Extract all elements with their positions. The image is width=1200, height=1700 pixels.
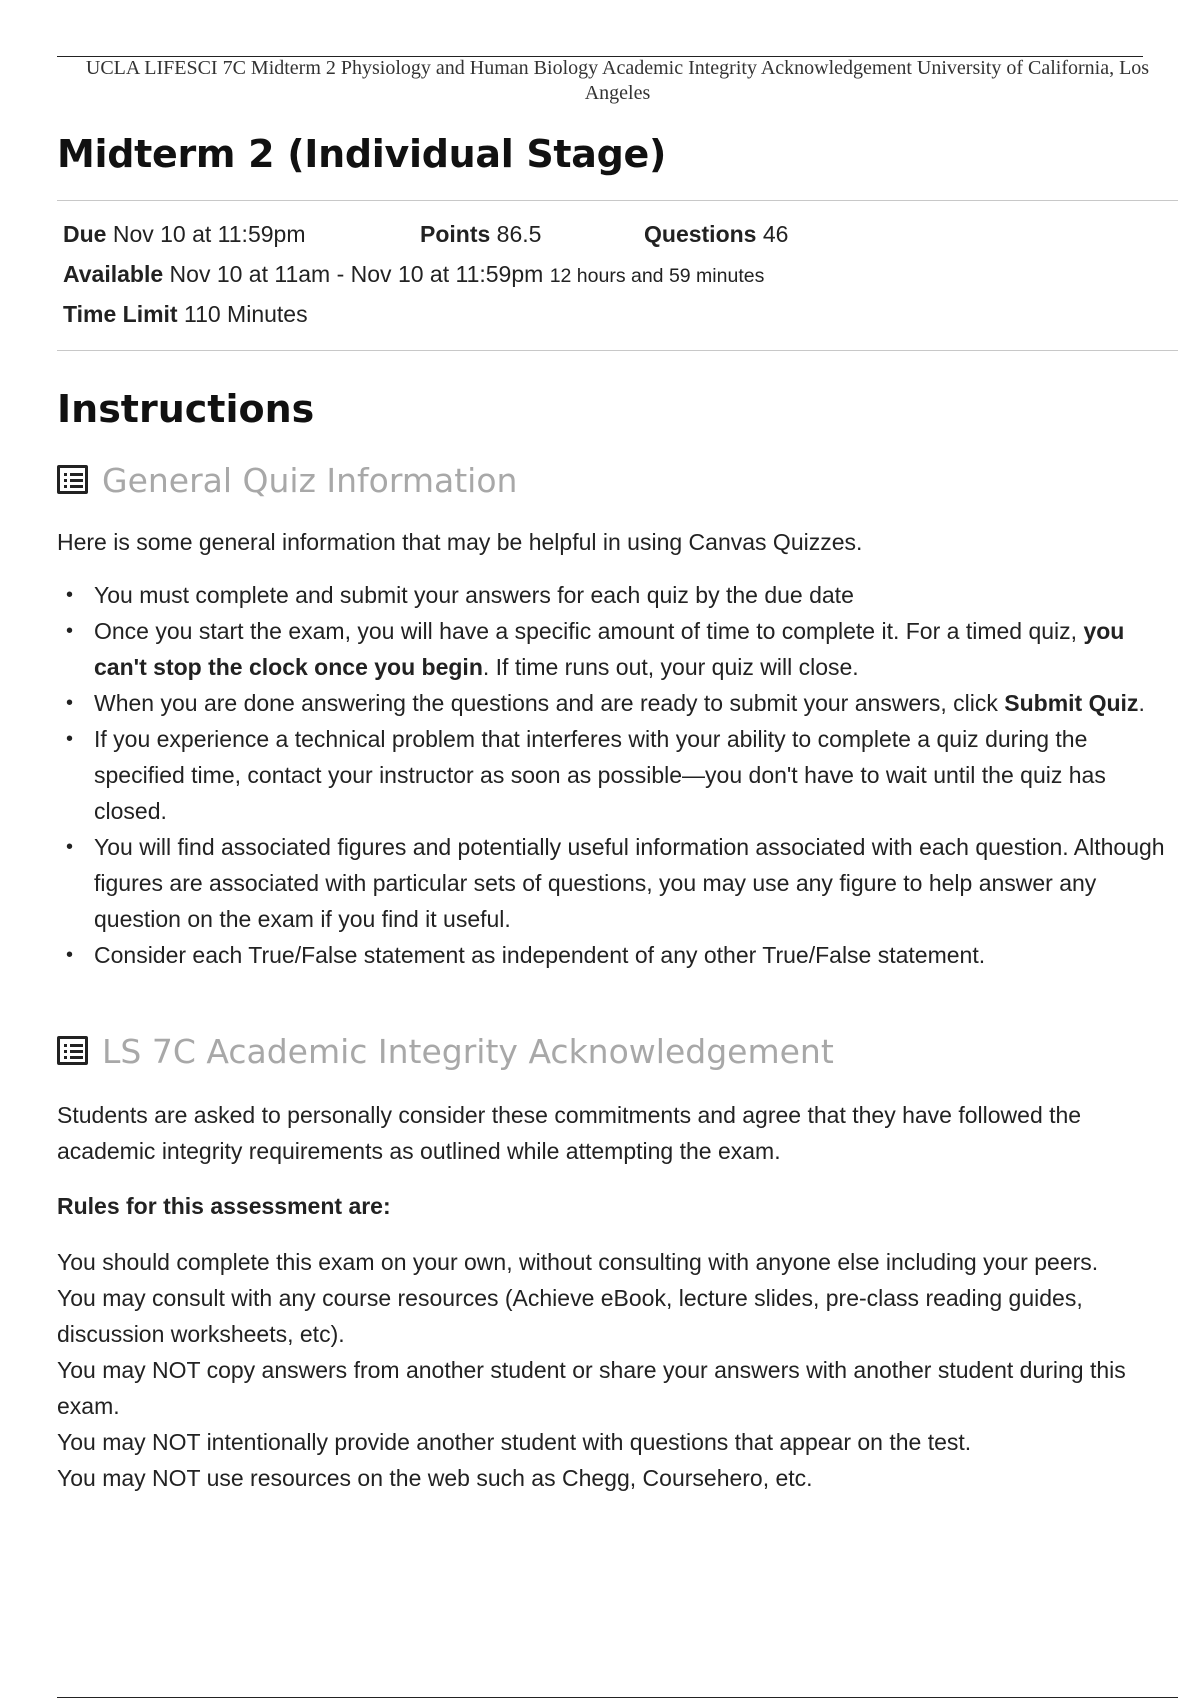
questions-field bbox=[644, 219, 788, 249]
available-label: Available bbox=[63, 261, 164, 287]
rule-item: You may NOT intentionally provide another student with questions that appear on the test. bbox=[57, 1429, 972, 1455]
list-item bbox=[57, 721, 1178, 829]
integrity-heading: LS 7C Academic Integrity Acknowledgement bbox=[102, 1032, 834, 1071]
list-item-text: You must complete and submit your answers for each quiz by the due date bbox=[94, 582, 854, 608]
list-item-text: When you are done answering the questions and are ready to submit your answers, click bbox=[94, 690, 1005, 716]
available-value: Nov 10 at 11am - Nov 10 at 11:59pm bbox=[169, 261, 544, 287]
divider bbox=[57, 200, 1178, 201]
running-header: UCLA LIFESCI 7C Midterm 2 Physiology and Human Biology Academic Integrity Acknowledgement University of California, Los Angeles bbox=[85, 57, 1150, 104]
divider bbox=[57, 350, 1178, 351]
list-item-text: Once you start the exam, you will have a specific amount of time to complete it. For a timed quiz, bbox=[94, 618, 1084, 644]
list-item bbox=[57, 577, 1178, 613]
general-info-heading: General Quiz Information bbox=[102, 461, 518, 500]
quiz-meta-row-3 bbox=[63, 299, 308, 329]
due-field bbox=[63, 219, 305, 249]
quiz-meta-row-2 bbox=[63, 259, 764, 291]
list-item bbox=[57, 613, 1178, 685]
list-item-emphasis: you can't stop the clock once you begin bbox=[94, 618, 1125, 680]
list-item bbox=[57, 937, 1178, 973]
rules-heading: Rules for this assessment are: bbox=[57, 1193, 391, 1219]
rules-list bbox=[57, 1244, 1178, 1496]
list-item-text: . If time runs out, your quiz will close. bbox=[482, 654, 859, 680]
list-item-text: If you experience a technical problem that interferes with your ability to complete a quiz during the specified time, contact your instructor as soon as possible—you don't have to wait until the quiz has closed. bbox=[94, 726, 1106, 824]
quiz-title: Midterm 2 (Individual Stage) bbox=[57, 132, 667, 176]
list-item-text: Consider each True/False statement as independent of any other True/False statement. bbox=[94, 942, 986, 968]
rule-item: You should complete this exam on your own, without consulting with anyone else including your peers. bbox=[57, 1249, 1099, 1275]
list-item bbox=[57, 829, 1178, 937]
general-info-list bbox=[57, 577, 1178, 973]
list-icon bbox=[57, 465, 88, 494]
list-item-emphasis: Submit Quiz bbox=[1004, 690, 1139, 716]
instructions-title: Instructions bbox=[57, 387, 315, 431]
due-value: Nov 10 at 11:59pm bbox=[112, 221, 306, 247]
list-item-text: You will find associated figures and potentially useful information associated with each question. Although figures are associated with particular sets of questions, you may use any figure to help answer any question on the exam if you find it useful. bbox=[94, 834, 1165, 932]
time-limit-value: 110 Minutes bbox=[184, 301, 308, 327]
integrity-intro: Students are asked to personally consider these commitments and agree that they have followed the academic integrity requirements as outlined while attempting the exam. bbox=[57, 1102, 1082, 1164]
list-item-text: . bbox=[1138, 690, 1145, 716]
available-duration: 12 hours and 59 minutes bbox=[549, 265, 765, 287]
list-item bbox=[57, 685, 1178, 721]
questions-value: 46 bbox=[762, 221, 789, 247]
rule-item: You may NOT copy answers from another student or share your answers with another student during this exam. bbox=[57, 1357, 1126, 1419]
rule-item: You may NOT use resources on the web such as Chegg, Coursehero, etc. bbox=[57, 1465, 813, 1491]
general-info-intro: Here is some general information that may be helpful in using Canvas Quizzes. bbox=[57, 529, 863, 555]
footer-rule bbox=[57, 1697, 1178, 1698]
questions-label: Questions bbox=[644, 221, 757, 247]
points-value: 86.5 bbox=[496, 221, 542, 247]
points-label: Points bbox=[420, 221, 491, 247]
rule-item: You may consult with any course resources (Achieve eBook, lecture slides, pre-class reading guides, discussion worksheets, etc). bbox=[57, 1285, 1083, 1347]
points-field bbox=[420, 219, 541, 249]
due-label: Due bbox=[63, 221, 107, 247]
list-icon bbox=[57, 1036, 88, 1065]
time-limit-label: Time Limit bbox=[63, 301, 178, 327]
